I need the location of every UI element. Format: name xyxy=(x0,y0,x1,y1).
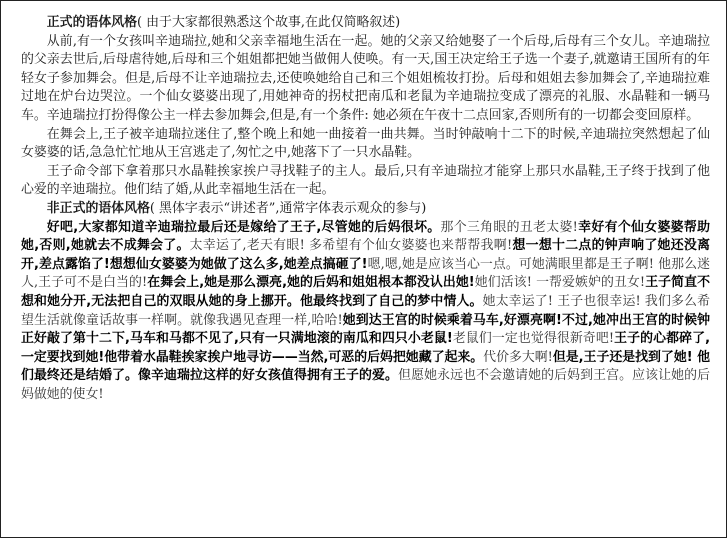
audience-segment: 太幸运了,老天有眼! 多希望有个仙女婆婆也来帮帮我啊! xyxy=(189,238,513,254)
audience-segment: 嗯,嗯,她是应该当心一点。可她满眼里都是王子啊! 他那么迷人,王子可不是白当的! xyxy=(21,256,710,291)
narrator-segment: 王子简直不想和她分开,无法把自己的双眼从她的身上挪开。他最终找到了自己的梦中情人。 xyxy=(21,275,711,309)
narrator-segment: 好吧,大家都知道辛迪瑞拉最后还是嫁给了王子,尽管她的后妈很坏。 xyxy=(46,219,441,235)
informal-title: 非正式的语体风格 xyxy=(46,200,150,216)
narrator-segment: 但是,王子还是找到了她! 他们最终还是结婚了。像辛迪瑞拉这样的好女孩值得拥有王子的爱。 xyxy=(21,349,710,384)
audience-segment: 那个三角眼的丑老太婆! xyxy=(440,219,578,235)
narrator-segment: 他带着水晶鞋挨家挨户地寻访——当然,可恶的后妈把她藏了起来。 xyxy=(104,349,484,365)
informal-paragraph xyxy=(21,219,710,405)
narrator-segment: 想想仙女婆婆为她做了这么多,她差点搞砸了! xyxy=(109,256,368,272)
narrator-segment: 想一想十二点的钟声响了她还没离开,差点露馅了! xyxy=(21,238,711,272)
formal-paragraph-1: 从前,有一个女孩叫辛迪瑞拉,她和父亲幸福地生活在一起。她的父亲又给她娶了一个后母,后母有三个女儿。辛迪瑞拉的父亲去世后,后母虐待她,后母和三个姐姐都把她当做佣人使唤。有一天,国王决定给王子选一个妻子,就邀请王国所有的年轻女子参加舞会。但是,后母不让辛迪瑞拉去,还使唤她给自己和三个姐姐梳妆打扮。后母和姐姐去参加舞会了,辛迪瑞拉难过地在炉台边哭泣。一个仙女婆婆出现了,用她神奇的拐杖把南瓜和老鼠为辛迪瑞拉变成了漂亮的礼服、水晶鞋和一辆马车。辛迪瑞拉打扮得像公主一样去参加舞会,但是,有一个条件: 她必须在午夜十二点回家,否则所有的一切都会变回原样。 xyxy=(21,33,710,123)
informal-section xyxy=(21,200,710,405)
narrator-segment: 在舞会上,她是那么漂亮,她的后妈和姐姐根本都没认出她! xyxy=(147,275,475,291)
audience-segment: 她们活该! 一帮爱嫉妒的丑女! xyxy=(474,275,646,291)
audience-segment: 代价多大啊! xyxy=(483,349,553,365)
formal-paragraph-3: 王子命令部下拿着那只水晶鞋挨家挨户寻找鞋子的主人。最后,只有辛迪瑞拉才能穿上那只水晶鞋,王子终于找到了他心爱的辛迪瑞拉。他们结了婚,从此幸福地生活在一起。 xyxy=(21,163,710,198)
formal-title: 正式的语体风格 xyxy=(46,15,138,30)
audience-segment: 但愿她永远也不会邀请她的后妈到王宫。应该让她的后妈做她的使女! xyxy=(21,368,711,402)
audience-segment: 她太幸运了! 王子也很幸运! 我们多么希望生活就像童话故事一样啊。就像我遇见查理一样,哈哈! xyxy=(21,293,710,328)
formal-note: ( 由于大家都很熟悉这个故事,在此仅简略叙述) xyxy=(137,15,401,30)
informal-note: ( 黑体字表示“讲述者”,通常字体表示观众的参与) xyxy=(149,200,427,216)
formal-heading xyxy=(21,14,710,33)
audience-segment: 老鼠们一定也觉得很新奇吧! xyxy=(452,331,615,347)
narrator-segment: 她到达王宫的时候乘着马车,好漂亮啊! xyxy=(342,312,562,328)
formal-paragraph-2: 在舞会上,王子被辛迪瑞拉迷住了,整个晚上和她一曲接着一曲共舞。当时钟敲响十二下的时候,辛迪瑞拉突然想起了仙女婆婆的话,急急忙忙地从王宫逃走了,匆忙之中,她落下了一只水晶鞋。 xyxy=(21,126,710,161)
formal-section xyxy=(21,14,710,200)
informal-heading xyxy=(21,200,710,219)
narrator-segment: 幸好有个仙女婆婆帮助她,否则,她就去不成舞会了。 xyxy=(21,219,711,254)
narrator-segment: 不过,她冲出王宫的时候钟正好敲了第十二下,马车和马都不见了,只有一只满地滚的南瓜和四只小老鼠! xyxy=(21,312,710,347)
narrator-segment: 王子的心都碎了,一定要找到她! xyxy=(21,331,710,365)
